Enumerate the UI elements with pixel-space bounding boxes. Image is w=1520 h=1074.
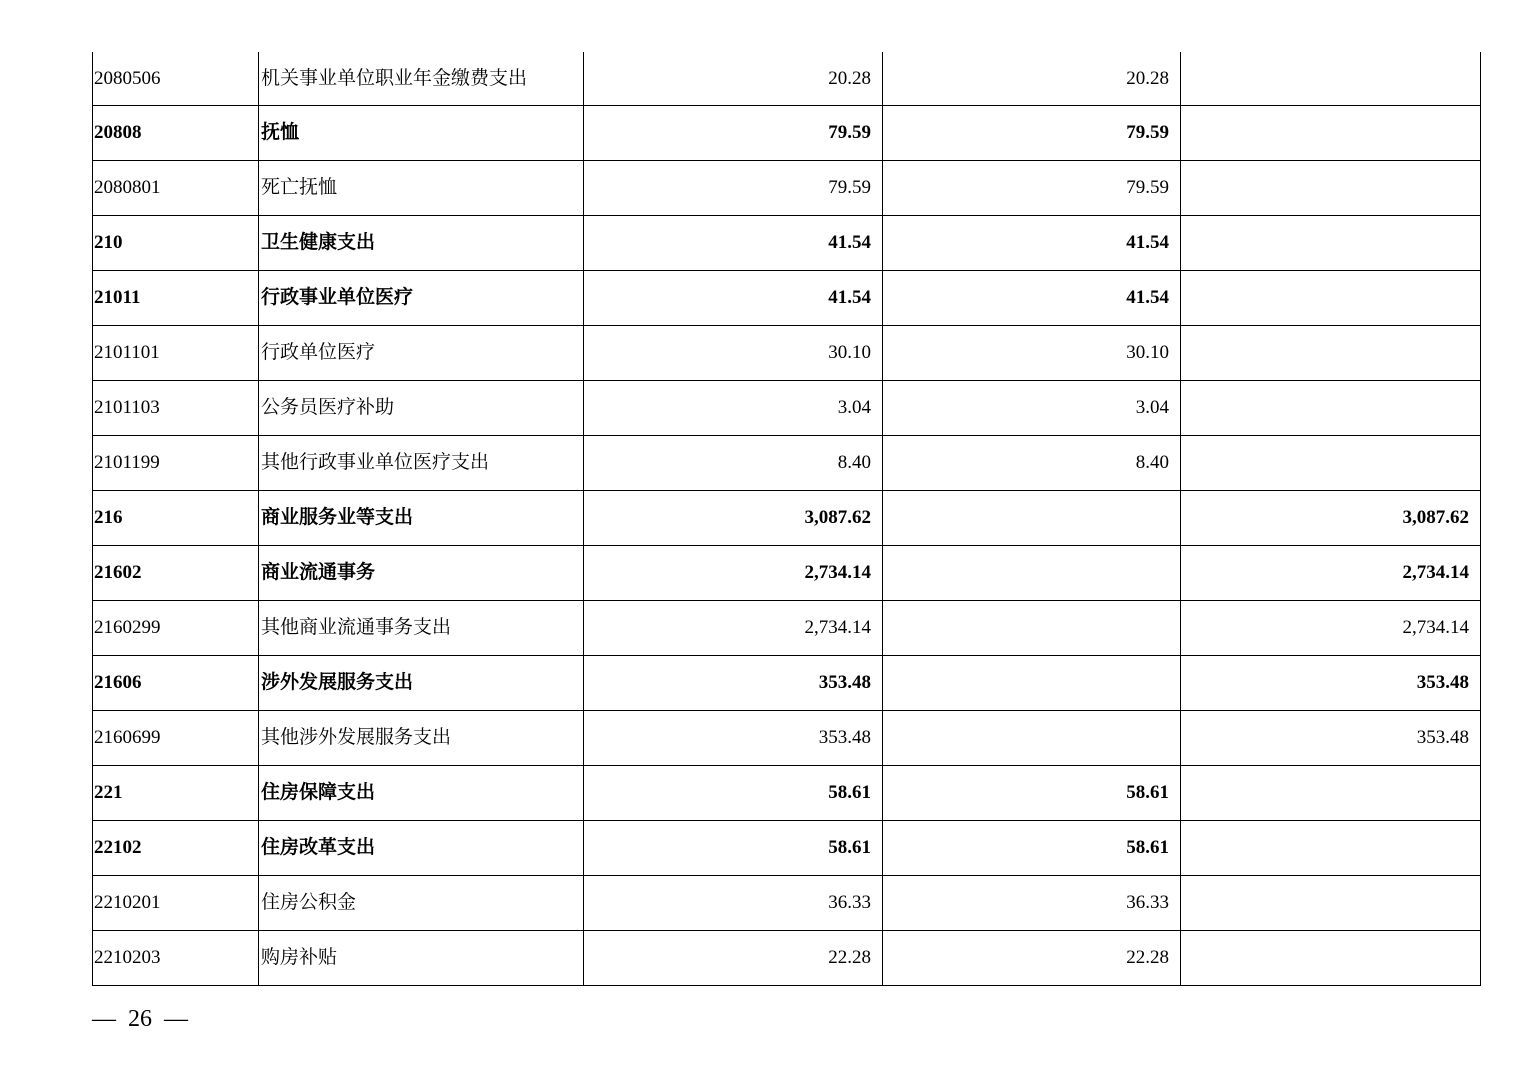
classification-name-cell: 商业流通事务 — [259, 546, 584, 601]
classification-name-cell: 抚恤 — [259, 106, 584, 161]
project-expenditure-cell — [1181, 326, 1481, 381]
classification-code-cell: 210 — [93, 216, 259, 271]
project-expenditure-cell — [1181, 436, 1481, 491]
classification-code-cell: 2101103 — [93, 381, 259, 436]
classification-code-cell: 21602 — [93, 546, 259, 601]
classification-code-cell: 2101199 — [93, 436, 259, 491]
table-row — [93, 931, 1481, 986]
classification-code-cell: 216 — [93, 491, 259, 546]
basic-expenditure-cell: 41.54 — [883, 271, 1181, 326]
basic-expenditure-cell: 8.40 — [883, 436, 1181, 491]
table-body — [93, 52, 1481, 986]
classification-code-cell: 2210201 — [93, 876, 259, 931]
classification-code-cell: 221 — [93, 766, 259, 821]
total-amount-cell: 353.48 — [584, 656, 883, 711]
classification-code-cell: 22102 — [93, 821, 259, 876]
project-expenditure-cell — [1181, 52, 1481, 106]
total-amount-cell: 2,734.14 — [584, 546, 883, 601]
classification-name-cell: 购房补贴 — [259, 931, 584, 986]
basic-expenditure-cell: 41.54 — [883, 216, 1181, 271]
project-expenditure-cell — [1181, 876, 1481, 931]
classification-code-cell: 2160699 — [93, 711, 259, 766]
table-row — [93, 271, 1481, 326]
classification-name-cell: 死亡抚恤 — [259, 161, 584, 216]
project-expenditure-cell: 353.48 — [1181, 711, 1481, 766]
page-number: — 26 — — [92, 1006, 188, 1032]
table-row — [93, 766, 1481, 821]
table-row — [93, 491, 1481, 546]
table-row — [93, 601, 1481, 656]
table-row — [93, 656, 1481, 711]
table-row — [93, 326, 1481, 381]
budget-expenditure-table — [92, 52, 1481, 986]
basic-expenditure-cell — [883, 601, 1181, 656]
table-row — [93, 821, 1481, 876]
total-amount-cell: 41.54 — [584, 216, 883, 271]
total-amount-cell: 36.33 — [584, 876, 883, 931]
basic-expenditure-cell: 79.59 — [883, 161, 1181, 216]
table-row — [93, 711, 1481, 766]
table-row — [93, 106, 1481, 161]
classification-code-cell: 2101101 — [93, 326, 259, 381]
basic-expenditure-cell: 22.28 — [883, 931, 1181, 986]
table-row — [93, 161, 1481, 216]
basic-expenditure-cell: 30.10 — [883, 326, 1181, 381]
classification-code-cell: 20808 — [93, 106, 259, 161]
project-expenditure-cell: 2,734.14 — [1181, 601, 1481, 656]
project-expenditure-cell — [1181, 821, 1481, 876]
project-expenditure-cell — [1181, 381, 1481, 436]
total-amount-cell: 79.59 — [584, 161, 883, 216]
total-amount-cell: 20.28 — [584, 52, 883, 106]
total-amount-cell: 30.10 — [584, 326, 883, 381]
classification-code-cell: 2210203 — [93, 931, 259, 986]
classification-code-cell: 2080506 — [93, 52, 259, 106]
table-row — [93, 381, 1481, 436]
table-row — [93, 436, 1481, 491]
classification-code-cell: 21011 — [93, 271, 259, 326]
classification-name-cell: 卫生健康支出 — [259, 216, 584, 271]
project-expenditure-cell — [1181, 271, 1481, 326]
classification-name-cell: 公务员医疗补助 — [259, 381, 584, 436]
total-amount-cell: 3,087.62 — [584, 491, 883, 546]
table-row — [93, 876, 1481, 931]
basic-expenditure-cell: 36.33 — [883, 876, 1181, 931]
total-amount-cell: 2,734.14 — [584, 601, 883, 656]
classification-code-cell: 2080801 — [93, 161, 259, 216]
basic-expenditure-cell: 58.61 — [883, 821, 1181, 876]
project-expenditure-cell — [1181, 161, 1481, 216]
basic-expenditure-cell — [883, 711, 1181, 766]
project-expenditure-cell — [1181, 766, 1481, 821]
project-expenditure-cell — [1181, 931, 1481, 986]
classification-name-cell: 涉外发展服务支出 — [259, 656, 584, 711]
project-expenditure-cell — [1181, 216, 1481, 271]
total-amount-cell: 22.28 — [584, 931, 883, 986]
basic-expenditure-cell — [883, 656, 1181, 711]
total-amount-cell: 58.61 — [584, 821, 883, 876]
total-amount-cell: 58.61 — [584, 766, 883, 821]
classification-name-cell: 其他涉外发展服务支出 — [259, 711, 584, 766]
classification-name-cell: 行政单位医疗 — [259, 326, 584, 381]
classification-code-cell: 21606 — [93, 656, 259, 711]
basic-expenditure-cell: 20.28 — [883, 52, 1181, 106]
total-amount-cell: 79.59 — [584, 106, 883, 161]
classification-name-cell: 行政事业单位医疗 — [259, 271, 584, 326]
table-row — [93, 216, 1481, 271]
classification-name-cell: 其他行政事业单位医疗支出 — [259, 436, 584, 491]
total-amount-cell: 8.40 — [584, 436, 883, 491]
total-amount-cell: 3.04 — [584, 381, 883, 436]
basic-expenditure-cell: 79.59 — [883, 106, 1181, 161]
project-expenditure-cell: 3,087.62 — [1181, 491, 1481, 546]
classification-name-cell: 住房公积金 — [259, 876, 584, 931]
basic-expenditure-cell — [883, 546, 1181, 601]
classification-code-cell: 2160299 — [93, 601, 259, 656]
classification-name-cell: 住房改革支出 — [259, 821, 584, 876]
project-expenditure-cell — [1181, 106, 1481, 161]
total-amount-cell: 353.48 — [584, 711, 883, 766]
basic-expenditure-cell — [883, 491, 1181, 546]
budget-table-container — [92, 52, 1480, 986]
project-expenditure-cell: 2,734.14 — [1181, 546, 1481, 601]
basic-expenditure-cell: 58.61 — [883, 766, 1181, 821]
project-expenditure-cell: 353.48 — [1181, 656, 1481, 711]
classification-name-cell: 其他商业流通事务支出 — [259, 601, 584, 656]
basic-expenditure-cell: 3.04 — [883, 381, 1181, 436]
classification-name-cell: 住房保障支出 — [259, 766, 584, 821]
table-row — [93, 546, 1481, 601]
table-row — [93, 52, 1481, 106]
total-amount-cell: 41.54 — [584, 271, 883, 326]
classification-name-cell: 机关事业单位职业年金缴费支出 — [259, 52, 584, 106]
classification-name-cell: 商业服务业等支出 — [259, 491, 584, 546]
